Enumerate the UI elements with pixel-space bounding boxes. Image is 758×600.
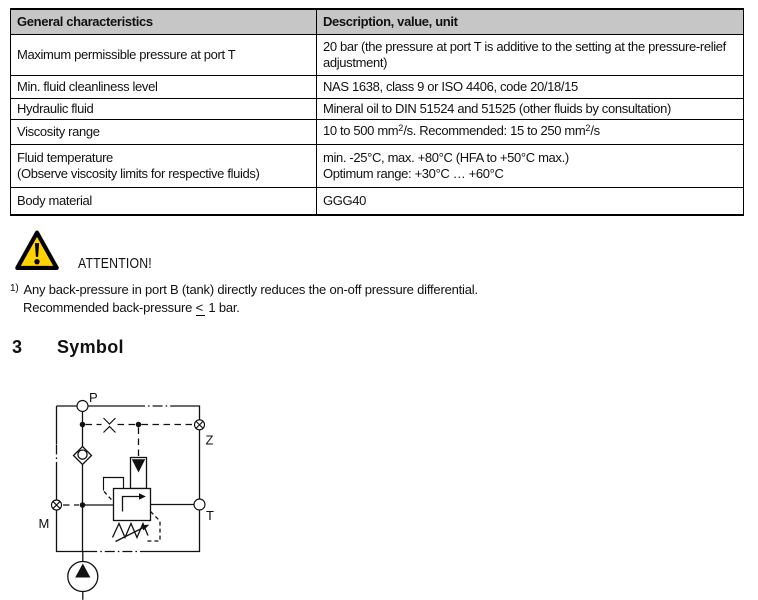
- footnote-text-1: Any back-pressure in port B (tank) directly reduces the on-off pressure differential.: [23, 282, 478, 297]
- port-p-circle: [77, 401, 88, 412]
- row-cleanliness-name: Min. fluid cleanliness level: [11, 75, 317, 98]
- boundary-right-bottom: [150, 511, 200, 552]
- footnote-text-2-suffix: 1 bar.: [204, 300, 240, 315]
- pump-symbol: [68, 562, 98, 592]
- attention-title: ATTENTION!: [78, 255, 152, 272]
- footnote-text-2-prefix: Recommended back-pressure: [23, 300, 196, 315]
- port-label-t: T: [206, 508, 214, 523]
- row-viscosity-value: [317, 119, 744, 144]
- junction-dot: [136, 422, 142, 428]
- row-max-pressure-value: 20 bar (the pressure at port T is additive to the setting at the pressure-relief adjustment): [317, 34, 744, 75]
- row-body-material-value: GGG40: [317, 187, 744, 215]
- orifice-lower-chevron: [104, 427, 116, 433]
- relief-valve-body: [114, 489, 151, 521]
- section-title: Symbol: [57, 337, 124, 357]
- viscosity-superscript: 2: [398, 122, 404, 133]
- viscosity-text: /s: [590, 123, 600, 138]
- table-row: [11, 98, 744, 119]
- fluid-temp-value-line1: min. -25°C, max. +80°C (HFA to +50°C max.): [323, 149, 569, 165]
- check-valve-symbol: [74, 447, 92, 465]
- less-equal-sign: <: [195, 300, 203, 315]
- general-characteristics-table: [10, 8, 744, 216]
- check-valve-ball: [78, 450, 87, 459]
- port-label-p: P: [89, 390, 98, 405]
- table-row: [11, 119, 744, 144]
- row-hydraulic-fluid-value: Mineral oil to DIN 51524 and 51525 (other fluids by consultation): [317, 98, 744, 119]
- port-m-symbol: [52, 500, 62, 510]
- viscosity-superscript: 2: [585, 122, 591, 133]
- hydraulic-symbol-diagram: [36, 386, 221, 600]
- junction-dot: [80, 502, 86, 508]
- row-max-pressure-name: Maximum permissible pressure at port T: [11, 34, 317, 75]
- row-body-material-name: Body material: [11, 187, 317, 215]
- table-row: [11, 144, 744, 187]
- port-label-m: M: [38, 516, 50, 531]
- row-viscosity-name: Viscosity range: [11, 119, 317, 144]
- footnote-marker: 1): [10, 283, 19, 294]
- viscosity-text: 10 to 500 mm: [323, 123, 399, 138]
- warning-triangle-icon: [15, 229, 59, 272]
- row-fluid-temperature-value: [317, 144, 744, 187]
- orifice-upper-chevron: [104, 418, 116, 424]
- pilot-actuator: [131, 458, 147, 489]
- section-number: 3: [12, 337, 23, 357]
- row-hydraulic-fluid-name: Hydraulic fluid: [11, 98, 317, 119]
- table-header-row: [11, 9, 744, 34]
- footnote-line-2: [23, 300, 240, 315]
- port-p-symbol: [77, 401, 88, 412]
- table-header: [11, 9, 744, 34]
- port-z-symbol: [195, 420, 205, 430]
- header-description-value-unit: Description, value, unit: [317, 9, 744, 34]
- table-row: [11, 75, 744, 98]
- table-row: [11, 34, 744, 75]
- fluid-temp-name-line2: (Observe viscosity limits for respective fluids): [17, 165, 260, 181]
- boundary-bottom-left: [57, 511, 96, 552]
- header-general-characteristics: General characteristics: [11, 9, 317, 34]
- fluid-temp-value-line2: Optimum range: +30°C … +60°C: [323, 165, 504, 181]
- valve-box: [114, 489, 151, 521]
- boundary-top-right: [172, 406, 200, 420]
- port-t-symbol: [194, 499, 205, 510]
- footnote-line-1: [10, 282, 478, 297]
- junction-dot: [80, 422, 86, 428]
- port-t-circle: [194, 499, 205, 510]
- port-label-z: Z: [205, 432, 214, 448]
- row-fluid-temperature-name: [11, 144, 317, 187]
- row-cleanliness-value: NAS 1638, class 9 or ISO 4406, code 20/18/15: [317, 75, 744, 98]
- spring-arrow-shaft: [116, 527, 146, 542]
- exclamation-dot: [34, 259, 39, 264]
- fluid-temp-name-line1: Fluid temperature: [17, 149, 113, 165]
- viscosity-text: /s. Recommended: 15 to 250 mm: [403, 123, 586, 138]
- table-row: [11, 187, 744, 215]
